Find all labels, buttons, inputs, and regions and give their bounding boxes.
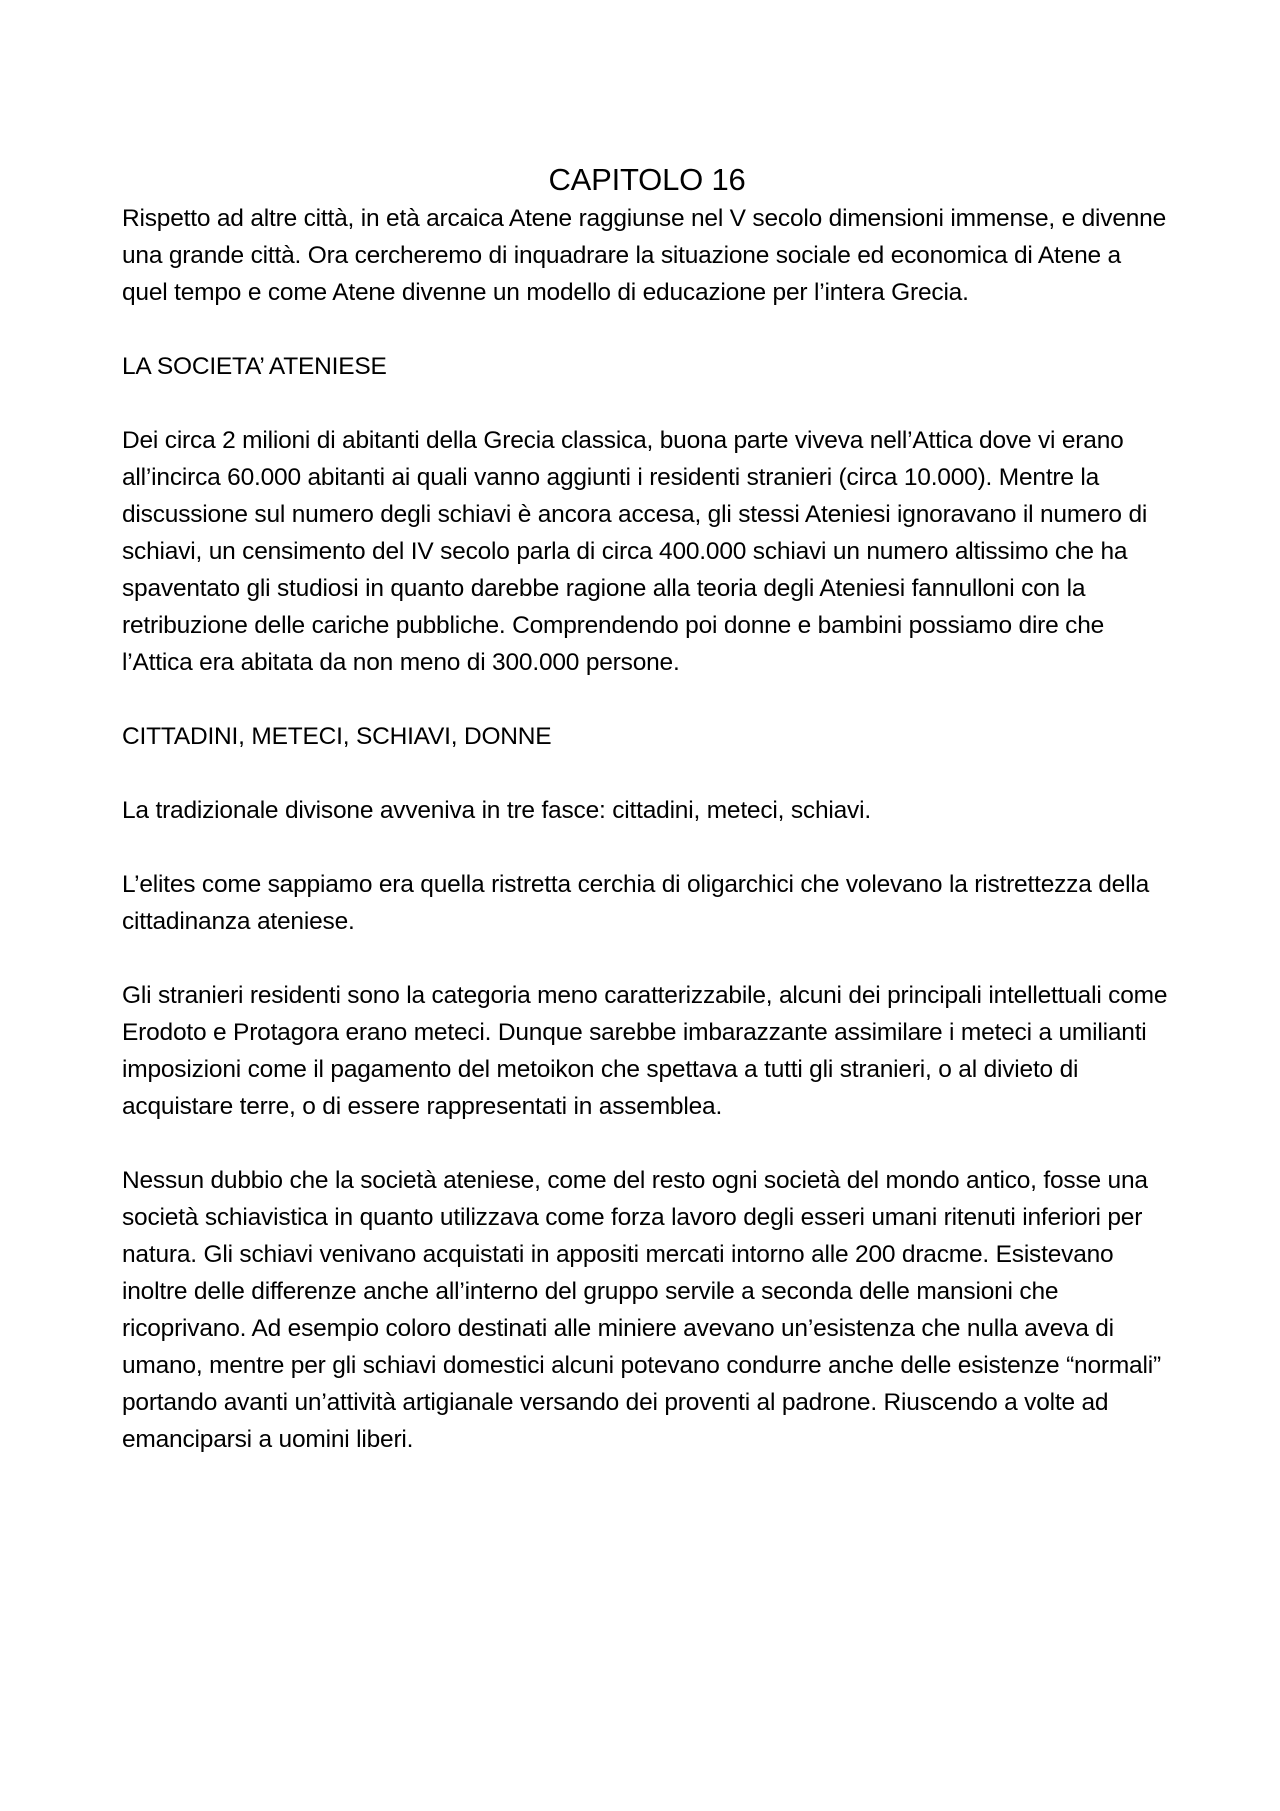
paragraph-population: Dei circa 2 milioni di abitanti della Grecia classica, buona parte viveva nell’Attica dove vi erano all’incirca 60.000 abitanti ai quali vanno aggiunti i residenti stranieri (circa 10.000). Mentre la discussione sul numero degli schiavi è ancora accesa, gli stessi Ateniesi ignoravano il numero di schiavi, un censimento del IV secolo parla di circa 400.000 schiavi un numero altissimo che ha spaventato gli studiosi in quanto darebbe ragione alla teoria degli Ateniesi fannulloni con la retribuzione delle cariche pubbliche. Comprendendo poi donne e bambini possiamo dire che l’Attica era abitata da non meno di 300.000 persone.	[122, 427, 1148, 676]
section-heading-societa: LA SOCIETA’ ATENIESE	[122, 353, 387, 380]
intro-paragraph: Rispetto ad altre città, in età arcaica Atene raggiunse nel V secolo dimensioni immense, e divenne una grande città. Ora cercheremo di inquadrare la situazione sociale ed economica di Atene a quel tempo e come Atene divenne un modello di educazione per l’intera Grecia.	[122, 205, 1167, 306]
paragraph-meteci: Gli stranieri residenti sono la categoria meno caratterizzabile, alcuni dei principali intellettuali come Erodoto e Protagora erano meteci. Dunque sarebbe imbarazzante assimilare i meteci a umilianti imposizioni come il pagamento del metoikon che spettava a tutti gli stranieri, o al divieto di acquistare terre, o di essere rappresentati in assemblea.	[122, 982, 1168, 1120]
section-heading-cittadini: CITTADINI, METECI, SCHIAVI, DONNE	[122, 723, 552, 750]
paragraph-elites: L’elites come sappiamo era quella ristretta cerchia di oligarchici che volevano la ristrettezza della cittadinanza ateniese.	[122, 871, 1150, 935]
document-body	[122, 160, 1172, 1458]
chapter-title: CAPITOLO 16	[548, 162, 746, 197]
paragraph-schiavi: Nessun dubbio che la società ateniese, come del resto ogni società del mondo antico, fosse una società schiavistica in quanto utilizzava come forza lavoro degli esseri umani ritenuti inferiori per natura. Gli schiavi venivano acquistati in appositi mercati intorno alle 200 dracme. Esistevano inoltre delle differenze anche all’interno del gruppo servile a seconda delle mansioni che ricoprivano. Ad esempio coloro destinati alle miniere avevano un’esistenza che nulla aveva di umano, mentre per gli schiavi domestici alcuni potevano condurre anche delle esistenze “normali” portando avanti un’attività artigianale versando dei proventi al padrone. Riuscendo a volte ad emanciparsi a uomini liberi.	[122, 1167, 1161, 1453]
paragraph-division: La tradizionale divisone avveniva in tre fasce: cittadini, meteci, schiavi.	[122, 797, 871, 824]
